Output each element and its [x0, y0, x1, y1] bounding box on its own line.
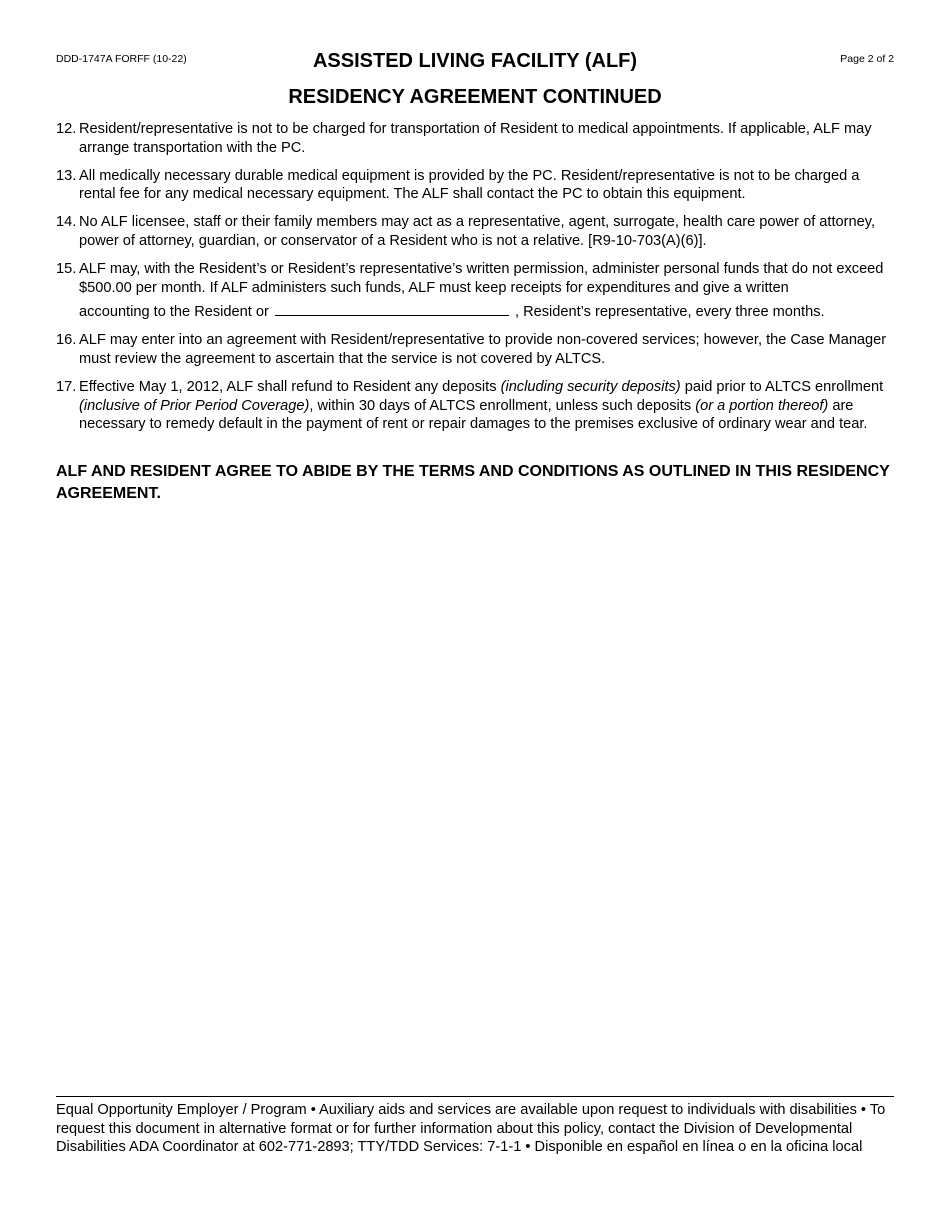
item-text	[79, 378, 898, 434]
item-number: 14.	[56, 214, 77, 231]
list-item	[56, 167, 898, 204]
footer-notice: Equal Opportunity Employer / Program • Auxiliary aids and services are available upon request to individuals with disabilities • To request this document in alternative format or for further information about this policy, contact the Division of Developmental Disabilities ADA Coordinator at 602-771-2893; TTY/TDD Services: 7-1-1 • Disponible en español en línea o en la oficina local	[56, 1102, 886, 1156]
form-code: DDD-1747A FORFF (10-22)	[56, 53, 187, 65]
item-number: 12.	[56, 121, 77, 137]
item-text-part: , within 30 days of ALTCS enrollment, unless such deposits	[309, 397, 692, 414]
agreement-items	[56, 120, 898, 443]
item-text: ALF may enter into an agreement with Resident/representative to provide non-covered services; however, the Case Manager must review the agreement to ascertain that the service is not covered by ALTCS.	[79, 332, 887, 367]
page-subtitle: RESIDENCY AGREEMENT CONTINUED	[288, 86, 662, 108]
item-text-italic: (including security deposits)	[500, 379, 681, 396]
item-text: No ALF licensee, staff or their family members may act as a representative, agent, surrogate, health care power of attorney, power of attorney, guardian, or conservator of a Resident who is not a relative. [R9-10-703(A)(6)].	[79, 214, 876, 249]
item-text-after-blank: , Resident’s representative, every three months.	[514, 304, 825, 321]
list-item	[56, 260, 898, 322]
item-number: 17.	[56, 379, 77, 396]
item-text	[79, 260, 898, 322]
list-item	[56, 378, 898, 434]
item-text-main: ALF may, with the Resident’s or Resident’s representative’s written permission, administer personal funds that do not exceed $500.00 per month. If ALF administers such funds, ALF must keep receipts for expenditures and give a written	[79, 261, 884, 296]
item-text-italic: (inclusive of Prior Period Coverage)	[79, 397, 310, 414]
representative-name-field[interactable]	[275, 315, 509, 316]
item-text-part: Effective May 1, 2012, ALF shall refund to Resident any deposits	[79, 379, 497, 396]
item-text-italic: (or a portion thereof)	[695, 397, 829, 414]
item-text-part: paid prior to ALTCS enrollment	[684, 379, 884, 396]
item-text-before-blank: accounting to the Resident or	[79, 304, 269, 321]
page-title: ASSISTED LIVING FACILITY (ALF)	[312, 50, 638, 72]
list-item	[56, 331, 898, 368]
representative-line	[79, 303, 898, 322]
agreement-statement: ALF AND RESIDENT AGREE TO ABIDE BY THE TERMS AND CONDITIONS AS OUTLINED IN THIS RESIDENCY AGREEMENT.	[56, 463, 890, 502]
item-text: All medically necessary durable medical equipment is provided by the PC. Resident/representative is not to be charged a rental fee for any medical necessary equipment. The ALF shall contact the PC to obtain this equipment.	[79, 167, 860, 203]
item-number: 15.	[56, 261, 77, 278]
footer-divider	[56, 1096, 894, 1097]
item-text: Resident/representative is not to be charged for transportation of Resident to medical appointments. If applicable, ALF may arrange transportation with the PC.	[79, 121, 872, 156]
page-number: Page 2 of 2	[840, 53, 894, 65]
item-number: 13.	[56, 167, 77, 184]
list-item	[56, 120, 898, 157]
list-item	[56, 213, 898, 250]
item-text-part: are necessary to remedy default in the payment of rent or repair damages to the premises exclusive of ordinary wear and tear.	[79, 397, 868, 433]
item-number: 16.	[56, 332, 77, 349]
